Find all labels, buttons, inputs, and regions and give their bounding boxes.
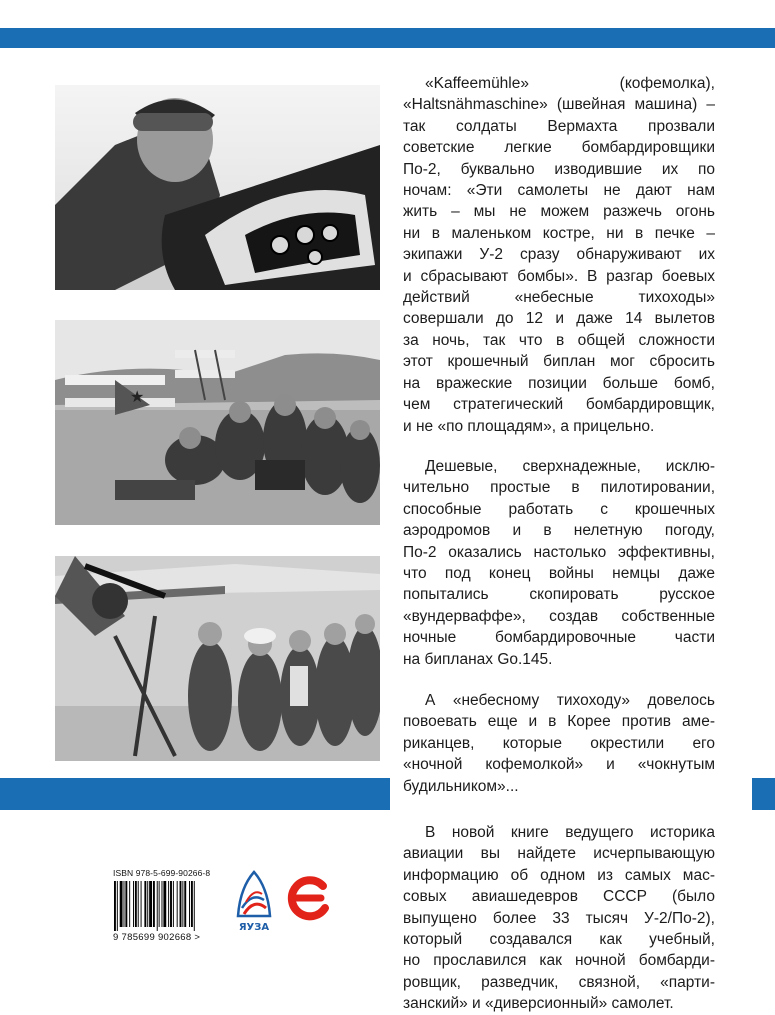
text-line: совых авиашедевров СССР (было — [403, 888, 715, 906]
yauza-logo-text: ЯУЗА — [238, 922, 270, 933]
text-line: В новой книге ведущего историка — [425, 824, 715, 841]
svg-text:★: ★ — [130, 389, 145, 406]
text-line: «Haltsnähmaschine» (швейная машина) – — [403, 96, 715, 114]
text-line: «Kaffeemühle» (кофемолка), — [425, 75, 715, 92]
text-line: за ночь, так что в общей сложности — [403, 331, 715, 349]
text-line: который создавался как учебный, — [403, 931, 715, 949]
text-line: информацию об одном из самых мас- — [403, 866, 715, 884]
text-line: и сбрасывают бомбы». В разгар боевых — [403, 267, 715, 285]
barcode-digits: 9 785699 902668 > — [113, 932, 201, 943]
middle-blue-band-left — [0, 778, 390, 810]
text-line: ночам: «Эти самолеты не дают нам — [403, 182, 715, 200]
text-line: повоевать еще и в Корее против аме- — [403, 713, 715, 731]
text-line: жить – мы не можем разжечь огонь — [403, 203, 715, 221]
text-line: А «небесному тихоходу» довелось — [425, 692, 715, 709]
text-line: и не «по площадям», а прицельно. — [403, 417, 655, 435]
text-line: будильником»... — [403, 777, 519, 795]
photo-crew-on-airfield — [55, 320, 380, 525]
text-line: действий «небесные тихоходы» — [403, 289, 715, 307]
barcode-bars — [113, 881, 217, 931]
text-line: «ночной кофемолкой» и «чокнутым — [403, 756, 715, 774]
text-line: совершали до 12 и даже 14 вылетов — [403, 310, 715, 328]
text-line: риканцев, которые окрестили его — [403, 734, 715, 752]
photo-pilot-in-cockpit — [55, 85, 380, 290]
text-line: на вражеские позиции больше бомб, — [403, 374, 715, 392]
text-line: на бипланах Go.145. — [403, 650, 553, 668]
text-line: чительно простые в пилотировании, — [403, 479, 715, 497]
text-line: занский» и «диверсионный» самолет. — [403, 995, 674, 1013]
text-line: что под конец войны немцы даже — [403, 565, 715, 583]
text-line: выпущено более 33 тысяч У-2/По-2), — [403, 909, 715, 927]
isbn-barcode — [113, 868, 218, 948]
text-line: попытались скопировать русское — [403, 586, 715, 604]
text-line: так солдаты Вермахта прозвали — [403, 117, 715, 135]
eksmo-logo-icon — [283, 872, 335, 924]
text-line: этот крошечный биплан мог сбросить — [403, 353, 715, 371]
text-line: аэродромов и в нелетную погоду, — [403, 522, 715, 540]
text-line: «вундерваффе», создав собственные — [403, 607, 715, 625]
paragraph-effectiveness — [403, 456, 715, 670]
top-blue-band — [0, 28, 775, 48]
text-line: ни в маленьком костре, ни в печке – — [403, 224, 715, 242]
paragraph-intro — [403, 73, 715, 437]
text-line: чем стратегический бомбардировщик, — [403, 396, 715, 414]
text-line: советские легкие бомбардировщики — [403, 139, 715, 157]
text-line: способные работать с крошечных — [403, 500, 715, 518]
text-line: экипажи У-2 сразу обнаруживают их — [403, 246, 715, 264]
paragraph-korea — [403, 690, 715, 797]
text-line: авиации вы найдете исчерпывающую — [403, 845, 715, 863]
text-line: но прославился как ночной бомбарди- — [403, 952, 715, 970]
yauza-logo-icon — [232, 868, 276, 944]
text-line: ровщик, разведчик, связной, «парти- — [403, 973, 715, 991]
text-line: По-2, буквально изводившие их по — [403, 160, 715, 178]
middle-blue-band-right — [752, 778, 775, 810]
text-line: По-2 оказались настолько эффективны, — [403, 543, 715, 561]
photo-pilot-with-partisans — [55, 556, 380, 761]
text-line: Дешевые, сверхнадежные, исклю- — [425, 458, 715, 475]
isbn-label: ISBN 978-5-699-90266-8 — [113, 868, 211, 878]
paragraph-book-summary — [403, 822, 715, 1015]
text-line: ночные бомбардировочные части — [403, 629, 715, 647]
